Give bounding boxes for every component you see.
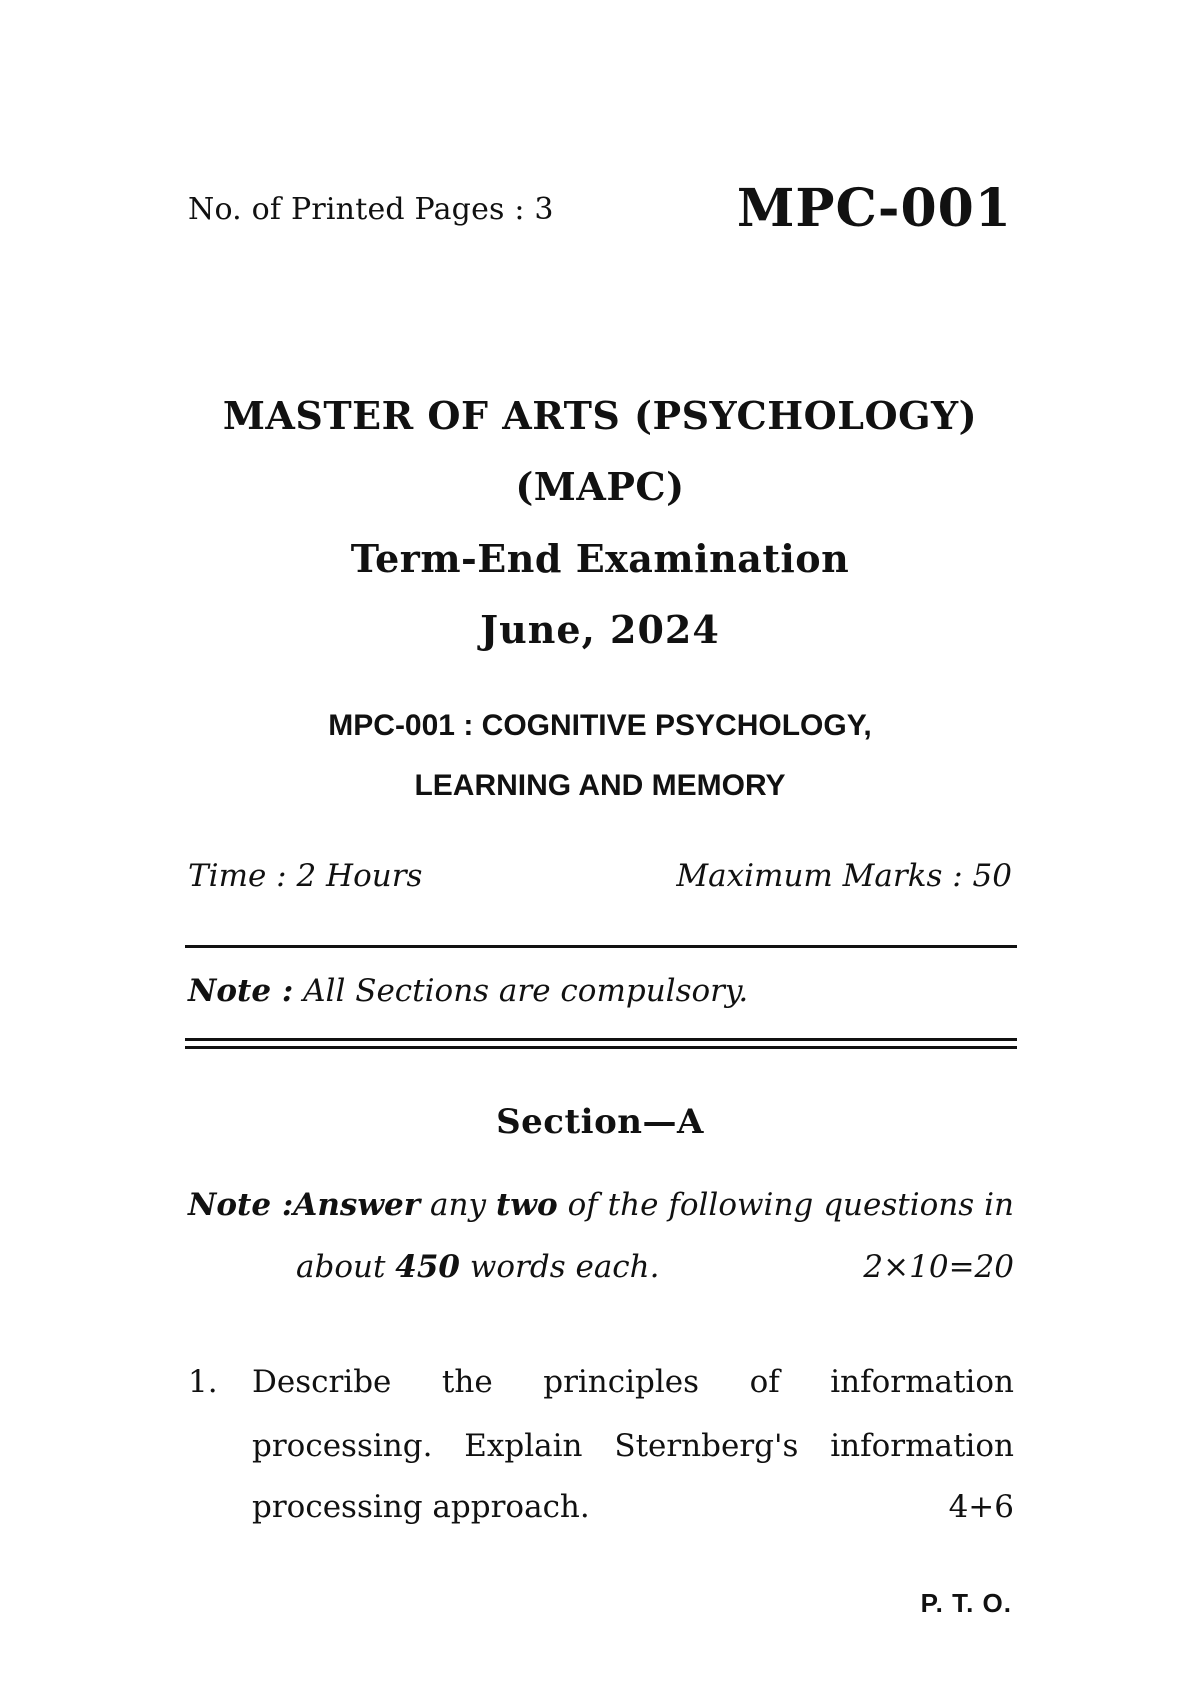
question-text-end: processing approach. [252, 1489, 590, 1525]
section-note-word: in [984, 1187, 1014, 1223]
general-note-label: Note : [188, 973, 294, 1009]
section-note-word: Answer [293, 1187, 421, 1223]
course-title-line1: MPC-001 : COGNITIVE PSYCHOLOGY, [328, 709, 872, 742]
question-word: information [830, 1364, 1014, 1400]
divider-single [185, 945, 1017, 948]
exam-session: June, 2024 [480, 607, 720, 652]
section-note-emphasis: two [495, 1187, 558, 1223]
printed-pages-count: No. of Printed Pages : 3 [188, 192, 554, 227]
question-word: information [830, 1428, 1014, 1464]
question-line [252, 1489, 1014, 1525]
section-note-word: the [607, 1187, 659, 1223]
question-word: processing. [252, 1428, 433, 1464]
section-note-word-limit [296, 1249, 660, 1285]
exam-duration: Time : 2 Hours [188, 858, 423, 894]
question-word: Describe [252, 1364, 392, 1400]
section-note-label: Note : [188, 1187, 294, 1223]
programme-title: MASTER OF ARTS (PSYCHOLOGY) [222, 393, 978, 438]
section-marks: 2×10=20 [863, 1249, 1014, 1285]
section-note-word: words each. [469, 1249, 660, 1285]
exam-title: Term-End Examination [350, 536, 850, 581]
section-note-label-word [188, 1187, 420, 1223]
section-note-word: questions [823, 1187, 975, 1223]
course-title [0, 696, 1200, 816]
general-note-text: All Sections are compulsory. [303, 973, 749, 1009]
question-word: Explain [464, 1428, 583, 1464]
paper-code: MPC-001 [736, 178, 1012, 239]
question-line [252, 1428, 1014, 1464]
question-word: principles [543, 1364, 700, 1400]
section-heading: Section—A [496, 1102, 704, 1142]
section-note-word: any [430, 1187, 486, 1223]
section-note-continued [296, 1249, 1014, 1285]
section-note-word: following [668, 1187, 814, 1223]
course-title-line2: LEARNING AND MEMORY [414, 769, 786, 802]
word-count: 450 [395, 1249, 460, 1285]
section-note-word: of [567, 1187, 598, 1223]
section-note-word: about [296, 1249, 386, 1285]
question-marks: 4+6 [948, 1489, 1014, 1525]
section-note [188, 1187, 1014, 1223]
question-word: Sternberg's [614, 1428, 799, 1464]
question-word: of [749, 1364, 780, 1400]
maximum-marks: Maximum Marks : 50 [676, 858, 1012, 894]
general-note [188, 973, 748, 1009]
question-line [252, 1364, 1014, 1400]
programme-abbreviation: (MAPC) [515, 464, 685, 509]
question-word: the [441, 1364, 493, 1400]
question-number: 1. [188, 1364, 218, 1400]
divider-double [185, 1038, 1017, 1049]
please-turn-over: P. T. O. [920, 1588, 1012, 1618]
